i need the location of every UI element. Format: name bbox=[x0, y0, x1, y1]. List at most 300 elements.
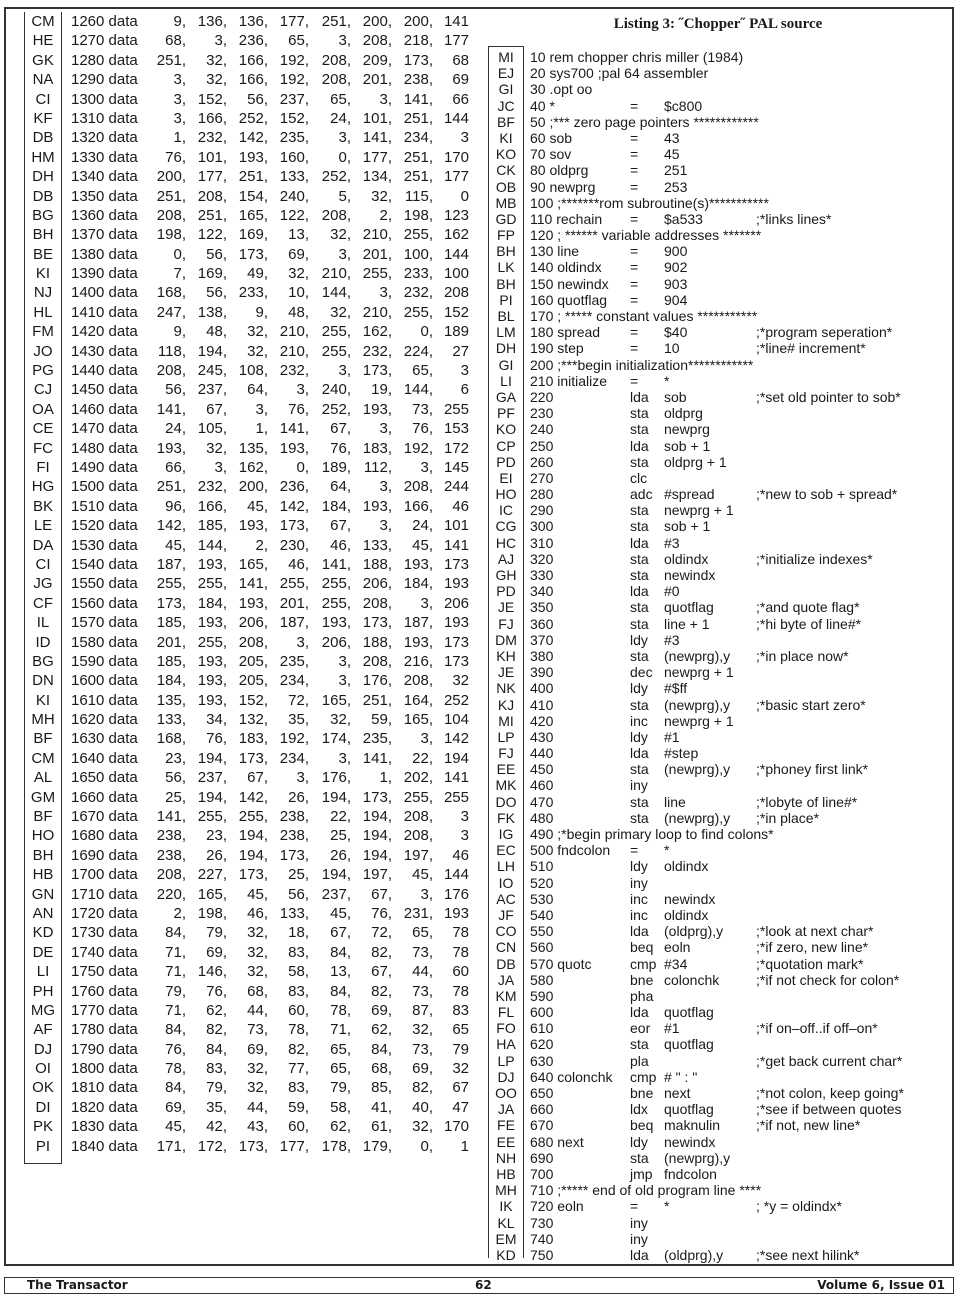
data-value: 230, bbox=[279, 536, 309, 554]
data-value: 18, bbox=[288, 924, 309, 942]
assigned-value: * bbox=[664, 1198, 670, 1215]
data-value: 32, bbox=[247, 1079, 268, 1097]
opcode: sta bbox=[630, 647, 649, 664]
data-value: 141 bbox=[443, 13, 469, 30]
data-value: 177, bbox=[362, 148, 392, 166]
data-value: 173, bbox=[362, 788, 392, 806]
data-value: 32, bbox=[247, 323, 268, 341]
line-label: 400 bbox=[530, 680, 554, 697]
data-value: 45, bbox=[165, 1118, 186, 1136]
data-value: 76, bbox=[165, 148, 186, 166]
data-line bbox=[24, 574, 469, 593]
data-value: 45, bbox=[330, 904, 351, 922]
data-value: 23, bbox=[206, 827, 227, 845]
data-value: 255, bbox=[403, 303, 433, 321]
data-value: 255, bbox=[156, 575, 186, 593]
data-value: 69, bbox=[288, 245, 309, 263]
equals-sign: = bbox=[630, 162, 639, 179]
checksum-code: NH bbox=[495, 1149, 517, 1166]
data-value: 78, bbox=[288, 1021, 309, 1039]
opcode: iny bbox=[630, 1214, 648, 1231]
checksum-code: BF bbox=[33, 730, 53, 748]
data-value: 192, bbox=[279, 71, 309, 89]
data-value: 237, bbox=[197, 769, 227, 787]
data-line bbox=[24, 303, 469, 322]
equals-sign: = bbox=[630, 243, 639, 260]
checksum-code: DB bbox=[496, 955, 516, 972]
comment: ;*phoney first link* bbox=[756, 761, 869, 778]
data-value: 1, bbox=[379, 769, 392, 787]
checksum-code: LK bbox=[497, 259, 515, 276]
data-value: 42, bbox=[206, 1118, 227, 1136]
data-value: 208, bbox=[156, 206, 186, 224]
checksum-code: NJ bbox=[33, 284, 53, 302]
data-value: 236, bbox=[238, 32, 268, 50]
data-value: 141, bbox=[362, 129, 392, 147]
line-number: 1640 data bbox=[71, 749, 138, 767]
line-label: 420 bbox=[530, 712, 554, 729]
data-value: 194, bbox=[321, 866, 351, 884]
opcode: sta bbox=[630, 567, 649, 583]
comment: ; *y = oldindx* bbox=[756, 1198, 842, 1215]
data-value: 176, bbox=[362, 672, 392, 690]
data-line bbox=[24, 516, 469, 535]
operand: #3 bbox=[664, 534, 680, 551]
data-value: 152, bbox=[279, 109, 309, 127]
data-value: 193, bbox=[238, 517, 268, 535]
checksum-code: EE bbox=[496, 1133, 516, 1150]
data-value: 19, bbox=[371, 381, 392, 399]
data-value: 84, bbox=[330, 943, 351, 961]
data-value: 64, bbox=[247, 381, 268, 399]
data-value: 84, bbox=[165, 1079, 186, 1097]
data-line bbox=[24, 846, 469, 865]
data-value: 208 bbox=[443, 284, 469, 302]
source-text: 100 ;*******rom subroutine(s)*********** bbox=[530, 194, 769, 211]
data-line bbox=[24, 206, 469, 225]
comment: ;*initialize indexes* bbox=[756, 550, 873, 567]
data-value: 208, bbox=[362, 652, 392, 670]
data-line bbox=[24, 1040, 469, 1059]
data-value: 79, bbox=[165, 982, 186, 1000]
data-value: 197, bbox=[362, 866, 392, 884]
data-value: 144 bbox=[443, 245, 469, 263]
data-value: 32, bbox=[206, 51, 227, 69]
data-value: 166, bbox=[238, 51, 268, 69]
opcode: sta bbox=[630, 518, 649, 535]
data-value: 32, bbox=[247, 963, 268, 981]
checksum-code: KF bbox=[33, 109, 53, 127]
checksum-code: CE bbox=[32, 420, 54, 438]
opcode: sta bbox=[630, 421, 649, 438]
line-label: 390 bbox=[530, 664, 554, 681]
data-value: 208, bbox=[403, 808, 433, 826]
checksum-code: GN bbox=[31, 885, 55, 903]
line-number: 1570 data bbox=[71, 614, 138, 632]
data-value: 184, bbox=[403, 575, 433, 593]
line-label: 580 bbox=[530, 971, 554, 988]
data-value: 76, bbox=[371, 904, 392, 922]
data-value: 166, bbox=[238, 71, 268, 89]
data-value: 165, bbox=[403, 711, 433, 729]
opcode: lda bbox=[630, 923, 649, 940]
data-value: 144 bbox=[443, 109, 469, 127]
checksum-code: BF bbox=[497, 113, 515, 130]
checksum-code: HM bbox=[31, 148, 55, 166]
data-value: 44, bbox=[247, 1098, 268, 1116]
line-label: 330 bbox=[530, 567, 554, 583]
data-value: 194, bbox=[238, 846, 268, 864]
data-value: 185, bbox=[156, 652, 186, 670]
data-value: 78 bbox=[452, 924, 469, 942]
data-line bbox=[24, 536, 469, 555]
data-value: 220, bbox=[156, 885, 186, 903]
data-value: 76, bbox=[165, 1040, 186, 1058]
line-label: 280 bbox=[530, 486, 554, 503]
data-value: 3, bbox=[420, 885, 433, 903]
checksum-code: EE bbox=[496, 761, 516, 778]
data-value: 141, bbox=[321, 555, 351, 573]
operand: newindx bbox=[664, 567, 716, 583]
source-text: 710 ;***** end of old program line **** bbox=[530, 1182, 762, 1199]
assigned-value: 900 bbox=[664, 243, 688, 260]
opcode: ldy bbox=[630, 858, 648, 875]
line-label: 740 bbox=[530, 1230, 554, 1247]
data-value: 236, bbox=[279, 478, 309, 496]
checksum-code: CK bbox=[496, 162, 516, 179]
comment: ;*if not, new line* bbox=[756, 1117, 861, 1134]
data-value: 177, bbox=[279, 1137, 309, 1155]
data-value: 172 bbox=[443, 439, 469, 457]
data-value: 201, bbox=[362, 71, 392, 89]
opcode: lda bbox=[630, 745, 649, 762]
checksum-code: NK bbox=[496, 680, 516, 697]
data-value: 71, bbox=[165, 1001, 186, 1019]
line-label: 570 quotc bbox=[530, 955, 592, 972]
data-value: 216, bbox=[403, 652, 433, 670]
checksum-code: LE bbox=[33, 517, 53, 535]
assigned-value: $c800 bbox=[664, 97, 703, 114]
data-line bbox=[24, 439, 469, 458]
data-value: 73, bbox=[412, 982, 433, 1000]
data-value: 56, bbox=[165, 769, 186, 787]
checksum-code: JG bbox=[33, 575, 53, 593]
data-line bbox=[24, 807, 469, 826]
assigned-value: * bbox=[664, 372, 670, 389]
data-value: 194, bbox=[197, 342, 227, 360]
checksum-code: BG bbox=[32, 206, 54, 224]
data-value: 192, bbox=[279, 730, 309, 748]
data-value: 189, bbox=[321, 458, 351, 476]
data-line bbox=[24, 342, 469, 361]
equals-sign: = bbox=[630, 129, 639, 146]
data-value: 255, bbox=[197, 575, 227, 593]
comment: ;*links lines* bbox=[756, 210, 832, 227]
checksum-code: BH bbox=[32, 846, 54, 864]
data-value: 205, bbox=[238, 672, 268, 690]
data-value: 255, bbox=[403, 226, 433, 244]
checksum-code: MG bbox=[30, 1001, 56, 1019]
data-value: 32 bbox=[452, 1060, 469, 1078]
data-value: 1, bbox=[173, 129, 186, 147]
checksum-code: IC bbox=[499, 502, 513, 519]
checksum-code: CM bbox=[31, 749, 55, 767]
data-value: 168, bbox=[156, 284, 186, 302]
checksum-code: IK bbox=[499, 1198, 513, 1215]
data-value: 146, bbox=[197, 963, 227, 981]
data-value: 232, bbox=[197, 129, 227, 147]
data-value: 177, bbox=[279, 13, 309, 30]
data-value: 3, bbox=[214, 32, 227, 50]
data-value: 255, bbox=[197, 808, 227, 826]
opcode: lda bbox=[630, 1004, 649, 1021]
data-value: 237, bbox=[279, 90, 309, 108]
data-value: 6 bbox=[460, 381, 469, 399]
operand: quotflag bbox=[664, 1101, 714, 1118]
line-label: 730 bbox=[530, 1214, 554, 1231]
data-value: 2, bbox=[379, 206, 392, 224]
checksum-code: BE bbox=[32, 245, 53, 263]
operand: (oldprg),y bbox=[664, 923, 724, 940]
checksum-code: DJ bbox=[33, 1040, 53, 1058]
data-value: 2, bbox=[255, 536, 268, 554]
issue-label: Volume 6, Issue 01 bbox=[817, 1278, 945, 1292]
data-value: 193, bbox=[279, 439, 309, 457]
data-value: 153 bbox=[443, 420, 469, 438]
assigned-value: 903 bbox=[664, 275, 688, 292]
data-value: 72, bbox=[288, 691, 309, 709]
line-number: 1410 data bbox=[71, 303, 138, 321]
data-value: 82, bbox=[206, 1021, 227, 1039]
data-value: 60, bbox=[288, 1001, 309, 1019]
data-value: 2, bbox=[173, 904, 186, 922]
data-value: 77, bbox=[288, 1060, 309, 1078]
checksum-code: BH bbox=[32, 226, 54, 244]
checksum-code: PD bbox=[496, 453, 516, 470]
comment: ;*get back current char* bbox=[756, 1052, 903, 1069]
data-value: 176 bbox=[443, 885, 469, 903]
source-text: 50 ;*** zero page pointers ************ bbox=[530, 113, 759, 130]
data-value: 233, bbox=[238, 284, 268, 302]
data-line bbox=[24, 923, 469, 942]
line-number: 1320 data bbox=[71, 129, 138, 147]
data-value: 255, bbox=[238, 808, 268, 826]
data-value: 67, bbox=[247, 769, 268, 787]
data-value: 25, bbox=[288, 866, 309, 884]
data-value: 208, bbox=[197, 187, 227, 205]
data-line bbox=[24, 245, 469, 264]
operand: quotflag bbox=[664, 1004, 714, 1021]
line-number: 1780 data bbox=[71, 1021, 138, 1039]
data-value: 73, bbox=[247, 1021, 268, 1039]
line-number: 1680 data bbox=[71, 827, 138, 845]
data-value: 68, bbox=[247, 982, 268, 1000]
data-value: 3, bbox=[338, 672, 351, 690]
checksum-code: EJ bbox=[497, 65, 515, 82]
opcode: iny bbox=[630, 1230, 648, 1247]
data-value: 67 bbox=[452, 1079, 469, 1097]
assigned-value: 10 bbox=[664, 340, 680, 357]
data-value: 3, bbox=[173, 90, 186, 108]
data-value: 251, bbox=[238, 168, 268, 186]
opcode: sta bbox=[630, 1149, 649, 1166]
checksum-code: FE bbox=[497, 1117, 515, 1134]
data-value: 187, bbox=[279, 614, 309, 632]
data-line bbox=[24, 671, 469, 690]
opcode: sta bbox=[630, 615, 649, 632]
checksum-code: KD bbox=[32, 924, 54, 942]
data-value: 193 bbox=[443, 614, 469, 632]
opcode: bne bbox=[630, 971, 654, 988]
data-value: 84, bbox=[371, 1040, 392, 1058]
line-number: 1430 data bbox=[71, 342, 138, 360]
operand: newindx bbox=[664, 890, 716, 907]
checksum-code: CJ bbox=[33, 381, 53, 399]
data-value: 142, bbox=[238, 129, 268, 147]
data-value: 188, bbox=[362, 633, 392, 651]
source-text: 20 sys700 ;pal 64 assembler bbox=[530, 65, 709, 82]
data-value: 62, bbox=[206, 1001, 227, 1019]
line-label: 320 bbox=[530, 550, 554, 567]
comment: ;*see if between quotes bbox=[756, 1101, 902, 1118]
data-value: 235, bbox=[362, 730, 392, 748]
data-value: 45, bbox=[412, 866, 433, 884]
data-value: 224, bbox=[403, 342, 433, 360]
data-value: 56, bbox=[206, 245, 227, 263]
data-line bbox=[24, 691, 469, 710]
assigned-value: 253 bbox=[664, 178, 688, 195]
data-value: 44, bbox=[412, 963, 433, 981]
data-value: 45, bbox=[247, 885, 268, 903]
comment: ;*and quote flag* bbox=[756, 599, 860, 616]
data-value: 3, bbox=[296, 769, 309, 787]
data-value: 193, bbox=[197, 614, 227, 632]
data-value: 192, bbox=[403, 439, 433, 457]
line-number: 1490 data bbox=[71, 458, 138, 476]
data-line bbox=[24, 109, 469, 128]
checksum-code: BK bbox=[32, 497, 53, 515]
line-number: 1370 data bbox=[71, 226, 138, 244]
checksum-code: CN bbox=[495, 939, 517, 956]
data-value: 170 bbox=[443, 1118, 469, 1136]
data-value: 152 bbox=[443, 303, 469, 321]
data-value: 251, bbox=[362, 691, 392, 709]
data-value: 198, bbox=[197, 904, 227, 922]
line-number: 1800 data bbox=[71, 1060, 138, 1078]
opcode: pla bbox=[630, 1052, 649, 1069]
data-value: 238, bbox=[403, 71, 433, 89]
data-value: 142, bbox=[238, 788, 268, 806]
line-label: 360 bbox=[530, 615, 554, 632]
checksum-code: FO bbox=[496, 1020, 516, 1037]
data-value: 35, bbox=[288, 711, 309, 729]
data-value: 23, bbox=[165, 749, 186, 767]
opcode: sta bbox=[630, 1036, 649, 1053]
checksum-code: GD bbox=[495, 210, 517, 227]
data-value: 173, bbox=[279, 846, 309, 864]
line-label: 700 bbox=[530, 1165, 554, 1182]
data-value: 152, bbox=[238, 691, 268, 709]
operand: fndcolon bbox=[664, 1165, 717, 1182]
checksum-code: EI bbox=[499, 469, 513, 486]
data-value: 194, bbox=[238, 827, 268, 845]
checksum-code: FK bbox=[497, 809, 515, 826]
data-value: 210, bbox=[321, 265, 351, 283]
data-value: 27 bbox=[452, 342, 469, 360]
data-value: 101, bbox=[197, 148, 227, 166]
data-value: 144 bbox=[443, 866, 469, 884]
data-value: 206 bbox=[443, 594, 469, 612]
data-value: 0, bbox=[420, 323, 433, 341]
data-line bbox=[24, 12, 469, 31]
data-value: 84, bbox=[165, 1021, 186, 1039]
line-label: 340 bbox=[530, 583, 554, 600]
data-value: 232, bbox=[403, 284, 433, 302]
equals-sign: = bbox=[630, 842, 639, 859]
line-label: 530 bbox=[530, 890, 554, 907]
checksum-code: DJ bbox=[497, 1068, 515, 1085]
data-value: 255, bbox=[197, 633, 227, 651]
data-value: 13, bbox=[330, 963, 351, 981]
data-value: 32, bbox=[412, 1021, 433, 1039]
operand: line bbox=[664, 793, 686, 810]
equals-sign: = bbox=[630, 324, 639, 341]
checksum-code: KI bbox=[35, 691, 51, 709]
opcode: adc bbox=[630, 486, 653, 503]
data-line bbox=[24, 187, 469, 206]
data-value: 9, bbox=[255, 303, 268, 321]
data-value: 183, bbox=[362, 439, 392, 457]
checksum-code: OB bbox=[495, 178, 517, 195]
line-label: 680 next bbox=[530, 1133, 584, 1150]
data-value: 59, bbox=[371, 711, 392, 729]
line-number: 1550 data bbox=[71, 575, 138, 593]
checksum-code: OI bbox=[35, 1060, 51, 1078]
line-number: 1750 data bbox=[71, 963, 138, 981]
data-value: 26, bbox=[288, 788, 309, 806]
data-value: 100, bbox=[403, 245, 433, 263]
data-value: 178, bbox=[321, 1137, 351, 1155]
data-value: 177 bbox=[443, 168, 469, 186]
data-line bbox=[24, 962, 469, 981]
checksum-code: JO bbox=[33, 342, 53, 360]
line-number: 1520 data bbox=[71, 517, 138, 535]
line-number: 1360 data bbox=[71, 206, 138, 224]
data-value: 173, bbox=[238, 1137, 268, 1155]
data-value: 193, bbox=[156, 439, 186, 457]
data-value: 32, bbox=[206, 71, 227, 89]
data-value: 169, bbox=[197, 265, 227, 283]
assigned-value: $a533 bbox=[664, 210, 703, 227]
operand: (newprg),y bbox=[664, 647, 731, 664]
data-value: 194, bbox=[197, 788, 227, 806]
line-number: 1720 data bbox=[71, 904, 138, 922]
opcode: sta bbox=[630, 793, 649, 810]
checksum-code: BF bbox=[33, 808, 53, 826]
checksum-code: PI bbox=[35, 1137, 51, 1155]
equals-sign: = bbox=[630, 291, 639, 308]
operand: oldindx bbox=[664, 550, 709, 567]
checksum-code: CF bbox=[33, 594, 53, 612]
line-label: 380 bbox=[530, 647, 554, 664]
operand: eoln bbox=[664, 939, 691, 956]
data-line bbox=[24, 380, 469, 399]
operand: #3 bbox=[664, 631, 680, 648]
data-value: 255, bbox=[321, 342, 351, 360]
checksum-code: BL bbox=[497, 308, 515, 324]
checksum-code: AL bbox=[33, 769, 53, 787]
operand: newprg + 1 bbox=[664, 712, 734, 729]
